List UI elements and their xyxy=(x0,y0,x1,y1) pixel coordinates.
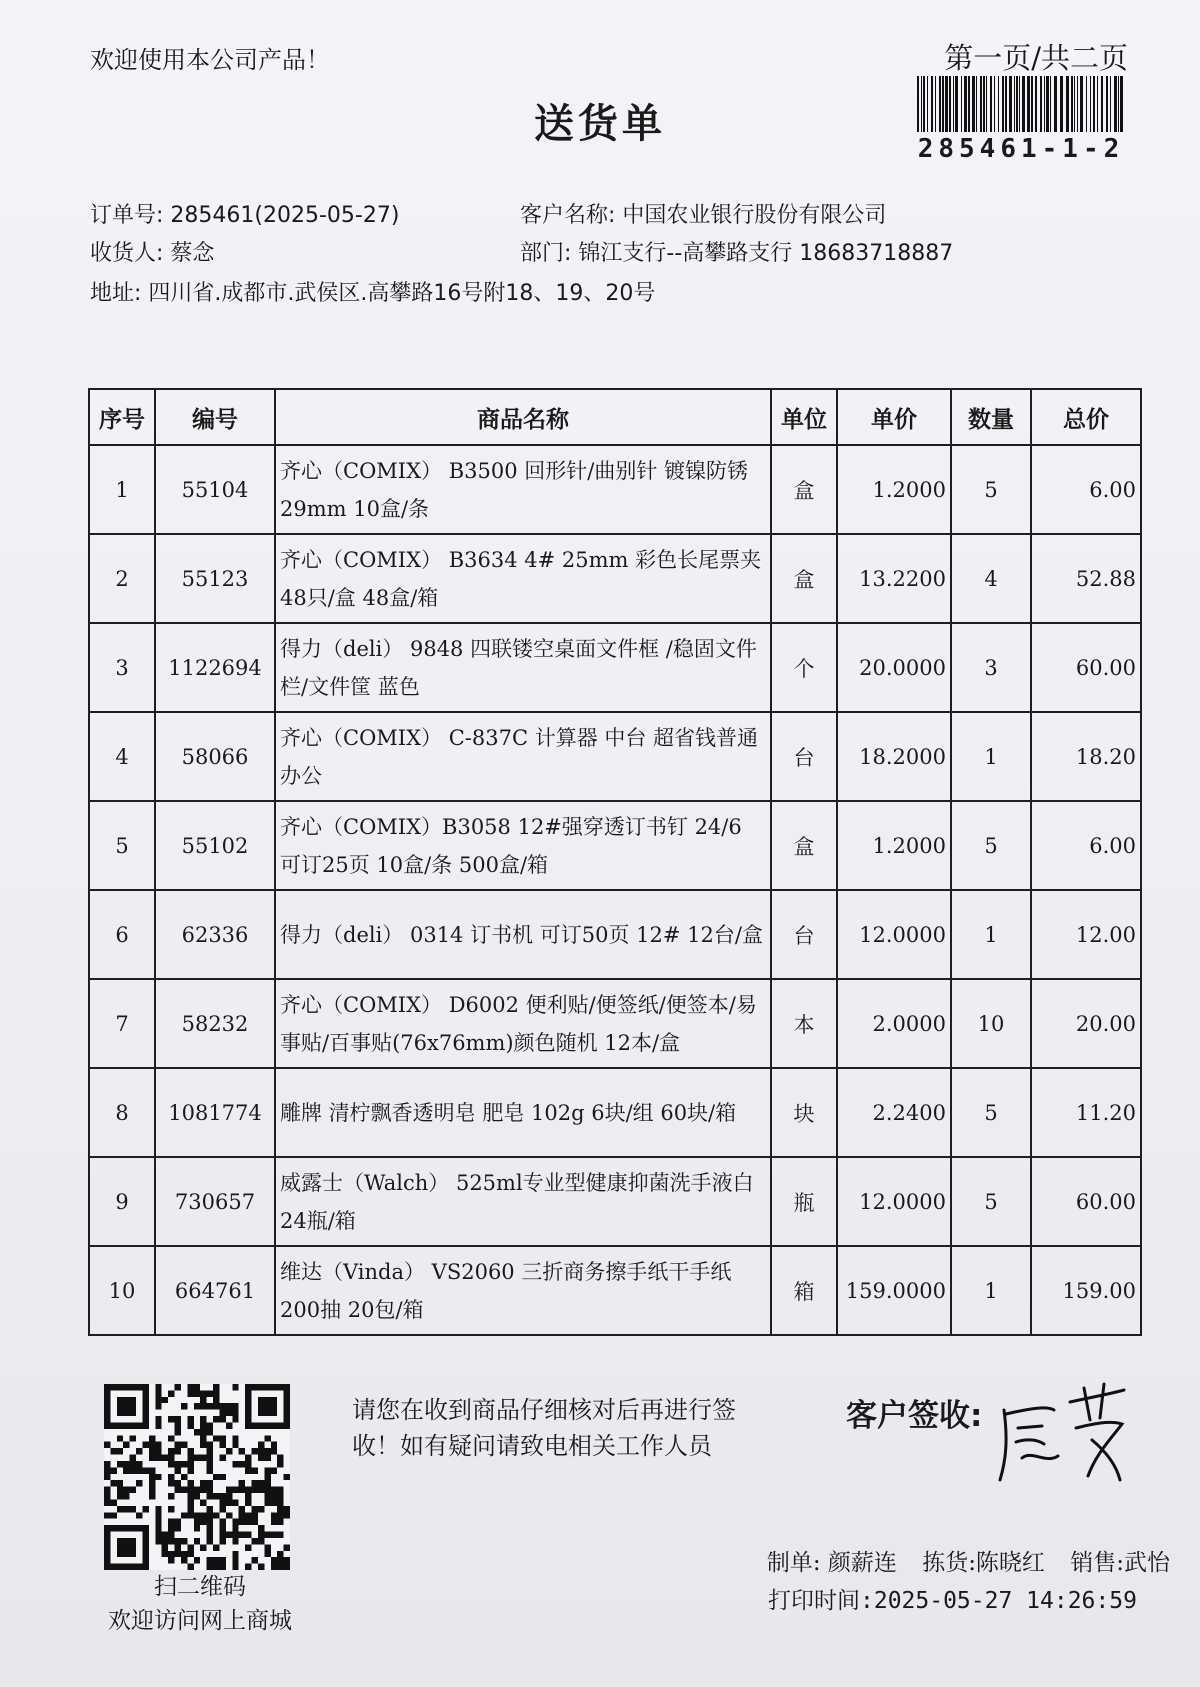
order-number xyxy=(90,198,399,229)
cell-unit: 盒 xyxy=(771,801,837,890)
header-code: 编号 xyxy=(155,389,275,445)
cell-product-name: 齐心（COMIX） D6002 便利贴/便签纸/便签本/易事贴/百事贴(76x76mm)颜色随机 12本/盒 xyxy=(275,979,771,1068)
header-seq: 序号 xyxy=(89,389,155,445)
cell-quantity: 5 xyxy=(951,801,1031,890)
cell-total: 6.00 xyxy=(1031,445,1141,534)
cell-code: 730657 xyxy=(155,1157,275,1246)
verification-notice: 请您在收到商品仔细核对后再进行签收！如有疑问请致电相关工作人员 xyxy=(352,1396,736,1460)
cell-unit-price: 1.2000 xyxy=(837,445,951,534)
cell-seq: 1 xyxy=(89,445,155,534)
department-value: 锦江支行--高攀路支行 18683718887 xyxy=(578,241,954,266)
table-row xyxy=(89,1157,1141,1246)
cell-code: 58232 xyxy=(155,979,275,1068)
cell-code: 55102 xyxy=(155,801,275,890)
cell-code: 58066 xyxy=(155,712,275,801)
cell-product-name: 齐心（COMIX） B3500 回形针/曲别针 镀镍防锈29mm 10盒/条 xyxy=(275,445,771,534)
customer-name-value: 中国农业银行股份有限公司 xyxy=(622,203,887,228)
cell-unit: 瓶 xyxy=(771,1157,837,1246)
cell-quantity: 1 xyxy=(951,890,1031,979)
table-row xyxy=(89,712,1141,801)
receiver xyxy=(90,236,214,267)
table-row xyxy=(89,445,1141,534)
header-unit-price: 单价 xyxy=(837,389,951,445)
cell-quantity: 5 xyxy=(951,1068,1031,1157)
cell-seq: 10 xyxy=(89,1246,155,1335)
staff-info xyxy=(767,1544,1170,1577)
seller: 销售:武怡 xyxy=(1070,1550,1170,1576)
cell-unit-price: 20.0000 xyxy=(837,623,951,712)
cell-total: 20.00 xyxy=(1031,979,1141,1068)
print-time: 打印时间:2025-05-27 14:26:59 xyxy=(768,1588,1137,1614)
cell-quantity: 3 xyxy=(951,623,1031,712)
cell-total: 6.00 xyxy=(1031,801,1141,890)
cell-unit-price: 12.0000 xyxy=(837,890,951,979)
header-quantity: 数量 xyxy=(951,389,1031,445)
cell-unit-price: 2.0000 xyxy=(837,979,951,1068)
table-header-row xyxy=(89,389,1141,445)
cell-unit-price: 18.2000 xyxy=(837,712,951,801)
cell-code: 62336 xyxy=(155,890,275,979)
cell-code: 1122694 xyxy=(155,623,275,712)
cell-quantity: 1 xyxy=(951,1246,1031,1335)
cell-product-name: 齐心（COMIX） C-837C 计算器 中台 超省钱普通办公 xyxy=(275,712,771,801)
address xyxy=(90,276,655,307)
cell-quantity: 5 xyxy=(951,1157,1031,1246)
cell-unit: 台 xyxy=(771,890,837,979)
qr-caption-line-2: 欢迎访问网上商城 xyxy=(108,1608,292,1634)
cell-quantity: 4 xyxy=(951,534,1031,623)
maker: 制单: 颜薪连 xyxy=(766,1550,897,1576)
welcome-text: 欢迎使用本公司产品！ xyxy=(90,46,330,74)
cell-code: 1081774 xyxy=(155,1068,275,1157)
cell-unit: 本 xyxy=(771,979,837,1068)
cell-total: 159.00 xyxy=(1031,1246,1141,1335)
department-label: 部门: xyxy=(520,241,572,266)
cell-code: 55104 xyxy=(155,445,275,534)
cell-seq: 5 xyxy=(89,801,155,890)
picker: 拣货:陈晓红 xyxy=(922,1550,1045,1576)
order-number-label: 订单号: xyxy=(90,203,164,228)
header-product-name: 商品名称 xyxy=(275,389,771,445)
order-number-value: 285461(2025-05-27) xyxy=(170,203,400,228)
cell-seq: 3 xyxy=(89,623,155,712)
cell-code: 55123 xyxy=(155,534,275,623)
table-row xyxy=(89,890,1141,979)
cell-unit-price: 1.2000 xyxy=(837,801,951,890)
header-unit: 单位 xyxy=(771,389,837,445)
cell-product-name: 雕牌 清柠飘香透明皂 肥皂 102g 6块/组 60块/箱 xyxy=(275,1068,771,1157)
cell-unit: 块 xyxy=(771,1068,837,1157)
cell-total: 60.00 xyxy=(1031,623,1141,712)
cell-unit-price: 2.2400 xyxy=(837,1068,951,1157)
cell-product-name: 齐心（COMIX）B3058 12#强穿透订书钉 24/6 可订25页 10盒/条 500盒/箱 xyxy=(275,801,771,890)
cell-code: 664761 xyxy=(155,1246,275,1335)
table-row xyxy=(89,534,1141,623)
document-title: 送货单 xyxy=(534,101,666,147)
barcode-number: 285461-1-2 xyxy=(917,134,1125,164)
table-row xyxy=(89,979,1141,1068)
cell-seq: 7 xyxy=(89,979,155,1068)
receiver-value: 蔡念 xyxy=(170,241,215,266)
cell-unit-price: 159.0000 xyxy=(837,1246,951,1335)
table-row xyxy=(89,1068,1141,1157)
cell-product-name: 得力（deli） 9848 四联镂空桌面文件框 /稳固文件栏/文件筐 蓝色 xyxy=(275,623,771,712)
customer-name-label: 客户名称: xyxy=(520,203,616,228)
table-row xyxy=(89,1246,1141,1335)
customer-signature-label: 客户签收: xyxy=(846,1398,983,1434)
cell-total: 12.00 xyxy=(1031,890,1141,979)
cell-seq: 2 xyxy=(89,534,155,623)
department xyxy=(520,236,953,267)
cell-product-name: 得力（deli） 0314 订书机 可订50页 12# 12台/盒 xyxy=(275,890,771,979)
receiver-label: 收货人: xyxy=(90,241,164,266)
cell-product-name: 维达（Vinda） VS2060 三折商务擦手纸干手纸200抽 20包/箱 xyxy=(275,1246,771,1335)
page-indicator: 第一页/共二页 xyxy=(944,41,1128,75)
cell-unit: 个 xyxy=(771,623,837,712)
cell-quantity: 1 xyxy=(951,712,1031,801)
cell-unit: 盒 xyxy=(771,534,837,623)
cell-seq: 9 xyxy=(89,1157,155,1246)
cell-quantity: 10 xyxy=(951,979,1031,1068)
qr-code-image xyxy=(104,1384,290,1570)
cell-total: 52.88 xyxy=(1031,534,1141,623)
cell-seq: 8 xyxy=(89,1068,155,1157)
header-total: 总价 xyxy=(1031,389,1141,445)
qr-caption xyxy=(90,1570,310,1638)
cell-unit-price: 12.0000 xyxy=(837,1157,951,1246)
cell-product-name: 威露士（Walch） 525ml专业型健康抑菌洗手液白 24瓶/箱 xyxy=(275,1157,771,1246)
cell-unit: 台 xyxy=(771,712,837,801)
cell-product-name: 齐心（COMIX） B3634 4# 25mm 彩色长尾票夹48只/盒 48盒/箱 xyxy=(275,534,771,623)
cell-quantity: 5 xyxy=(951,445,1031,534)
table-row xyxy=(89,623,1141,712)
customer-name xyxy=(520,198,886,229)
handwritten-signature xyxy=(992,1380,1132,1490)
address-label: 地址: xyxy=(90,281,142,306)
items-table xyxy=(88,388,1142,1336)
address-value: 四川省.成都市.武侯区.高攀路16号附18、19、20号 xyxy=(148,281,656,306)
cell-seq: 4 xyxy=(89,712,155,801)
cell-unit: 箱 xyxy=(771,1246,837,1335)
cell-total: 60.00 xyxy=(1031,1157,1141,1246)
cell-unit-price: 13.2200 xyxy=(837,534,951,623)
cell-total: 11.20 xyxy=(1031,1068,1141,1157)
cell-unit: 盒 xyxy=(771,445,837,534)
cell-seq: 6 xyxy=(89,890,155,979)
table-row xyxy=(89,801,1141,890)
cell-total: 18.20 xyxy=(1031,712,1141,801)
qr-caption-line-1: 扫二维码 xyxy=(154,1574,246,1600)
